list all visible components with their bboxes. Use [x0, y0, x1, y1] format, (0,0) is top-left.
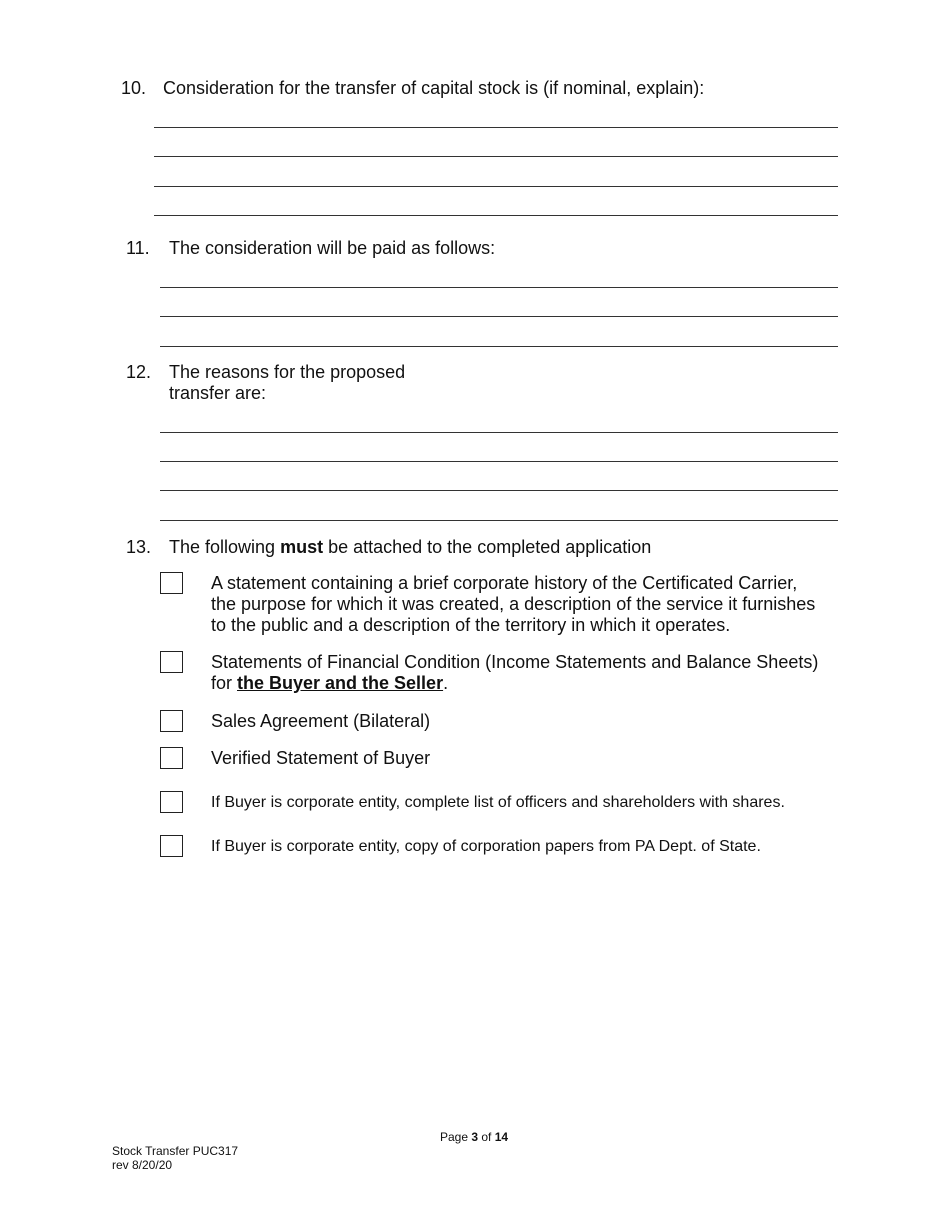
answer-line-10-3[interactable]: [154, 186, 838, 187]
checkbox-corporate-history[interactable]: [160, 572, 183, 594]
page-number-current: 3: [471, 1130, 479, 1144]
question-13-text-after: be attached to the completed application: [323, 537, 652, 557]
form-name: Stock Transfer PUC317: [112, 1144, 239, 1158]
question-11-text: The consideration will be paid as follows:: [169, 238, 496, 258]
answer-line-10-1[interactable]: [154, 127, 838, 128]
question-13-text-before: The following: [169, 537, 281, 557]
item-financial-statements-emphasis: the Buyer and the Seller: [237, 673, 444, 693]
item-officers-list: If Buyer is corporate entity, complete list of officers and shareholders with shares.: [211, 794, 785, 811]
page-number: [440, 1131, 508, 1144]
answer-line-12-2[interactable]: [160, 461, 838, 462]
question-12-text-line-1: The reasons for the proposed: [169, 362, 406, 382]
checkbox-financial-statements[interactable]: [160, 651, 183, 673]
item-corporate-history-line-1: A statement containing a brief corporate history of the Certificated Carrier,: [211, 573, 798, 593]
item-financial-statements-line-2: [211, 673, 448, 694]
item-financial-statements-for: for: [211, 673, 238, 693]
answer-line-11-2[interactable]: [160, 316, 838, 317]
checkbox-corporation-papers[interactable]: [160, 835, 183, 857]
question-11-number: 11.: [126, 238, 150, 258]
item-corporation-papers: If Buyer is corporate entity, copy of corporation papers from PA Dept. of State.: [211, 838, 761, 855]
question-13-text-emphasis: must: [280, 537, 324, 557]
answer-line-10-2[interactable]: [154, 156, 838, 157]
question-13-text: [169, 537, 651, 558]
question-13-number: 13.: [126, 537, 152, 557]
item-financial-statements-period: .: [443, 673, 449, 693]
question-10-number: 10.: [121, 78, 147, 98]
item-corporate-history-line-3: to the public and a description of the territory in which it operates.: [211, 615, 731, 635]
item-corporate-history-line-2: the purpose for which it was created, a description of the service it furnishes: [211, 594, 816, 614]
checkbox-officers-list[interactable]: [160, 791, 183, 813]
page-number-prefix: Page: [440, 1130, 472, 1144]
answer-line-12-4[interactable]: [160, 520, 838, 521]
answer-line-11-1[interactable]: [160, 287, 838, 288]
checkbox-sales-agreement[interactable]: [160, 710, 183, 732]
checkbox-verified-statement[interactable]: [160, 747, 183, 769]
answer-line-12-3[interactable]: [160, 490, 838, 491]
question-10-text: Consideration for the transfer of capital stock is (if nominal, explain):: [163, 78, 705, 98]
question-12-text-line-2: transfer are:: [169, 383, 267, 403]
answer-line-11-3[interactable]: [160, 346, 838, 347]
answer-line-12-1[interactable]: [160, 432, 838, 433]
form-revision: rev 8/20/20: [112, 1158, 173, 1172]
page-number-of: of: [478, 1130, 495, 1144]
page-number-total: 14: [494, 1130, 509, 1144]
item-sales-agreement: Sales Agreement (Bilateral): [211, 711, 431, 731]
item-financial-statements-line-1: Statements of Financial Condition (Income Statements and Balance Sheets): [211, 652, 819, 672]
answer-line-10-4[interactable]: [154, 215, 838, 216]
question-12-number: 12.: [126, 362, 152, 382]
item-verified-statement: Verified Statement of Buyer: [211, 748, 431, 768]
